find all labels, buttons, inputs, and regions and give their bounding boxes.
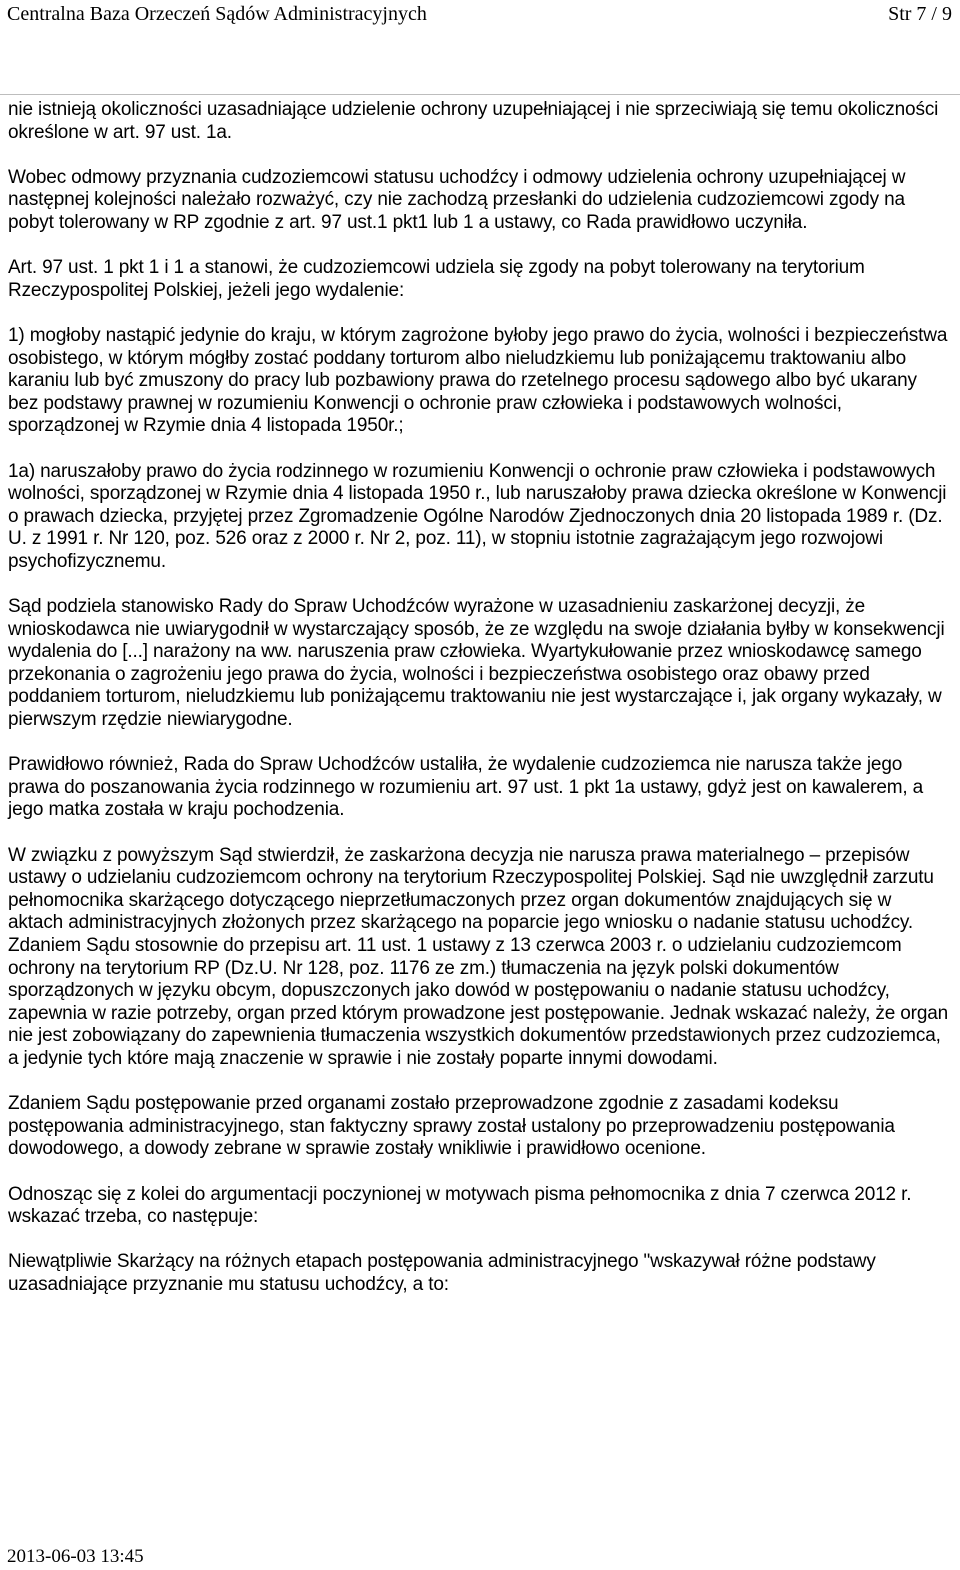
paragraph: Sąd podziela stanowisko Rady do Spraw Uchodźców wyrażone w uzasadnieniu zaskarżonej decyzji, że wnioskodawca nie uwiarygodnił w wystarczający sposób, że ze względu na swoje działania byłby w konsekwencji wydalenia do [...] narażony na ww. naruszenia praw człowieka. Wyartykułowanie przez wnioskodawcę samego przekonania o zagrożeniu jego prawa do życia, wolności i bezpieczeństwa osobistego oraz obawy przed poddaniem torturom, nieludzkiemu lub poniżającemu traktowaniu nie jest wystarczające i, jak organy wykazały, w pierwszym rzędzie niewiarygodne.	[8, 596, 945, 731]
print-timestamp: 2013-06-03 13:45	[7, 1546, 144, 1567]
paragraph: Wobec odmowy przyznania cudzoziemcowi statusu uchodźcy i odmowy udzielenia ochrony uzupełniającej w następnej kolejności należało rozważyć, czy nie zachodzą przesłanki do udzielenia cudzoziemcowi zgody na pobyt tolerowany w RP zgodnie z art. 97 ust.1 pkt1 lub 1 a ustawy, co Rada prawidłowo uczyniła.	[8, 166, 906, 233]
paragraph: 1a) naruszałoby prawo do życia rodzinnego w rozumieniu Konwencji o ochronie praw człowieka i podstawowych wolności, sporządzonej w Rzymie dnia 4 listopada 1950 r., lub naruszałoby prawa dziecka określone w Konwencji o prawach dziecka, przyjętej przez Zgromadzenie Ogólne Narodów Zjednoczonych dnia 20 listopada 1989 r. (Dz. U. z 1991 r. Nr 120, poz. 526 oraz z 2000 r. Nr 2, poz. 11), w stopniu istotnie zagrażającym jego rozwojowi psychofizycznemu.	[8, 460, 947, 572]
paragraph: Odnosząc się z kolei do argumentacji poczynionej w motywach pisma pełnomocnika z dnia 7 czerwca 2012 r. wskazać trzeba, co następuje:	[8, 1183, 912, 1228]
paragraph: Niewątpliwie Skarżący na różnych etapach postępowania administracyjnego "wskazywał różne podstawy uzasadniające przyznanie mu statusu uchodźcy, a to:	[8, 1251, 876, 1295]
header-divider	[0, 94, 960, 95]
paragraph: Art. 97 ust. 1 pkt 1 i 1 a stanowi, że cudzoziemcowi udziela się zgody na pobyt tolerowany na terytorium Rzeczypospolitej Polskiej, jeżeli jego wydalenie:	[8, 257, 865, 301]
page-header	[7, 0, 952, 36]
document-body	[8, 99, 950, 1319]
paragraph: nie istnieją okoliczności uzasadniające udzielenie ochrony uzupełniającej i nie sprzeciwiają się temu okoliczności określone w art. 97 ust. 1a.	[8, 99, 939, 143]
paragraph: W związku z powyższym Sąd stwierdził, że zaskarżona decyzja nie narusza prawa materialnego – przepisów ustawy o udzielaniu cudzoziemcom ochrony na terytorium Rzeczypospolitej Polskiej. Sąd nie uwzględnił zarzutu pełnomocnika skarżącego dotyczącego nieprzetłumaczonych przez organ dokumentów znajdujących się w aktach administracyjnych złożonych przez skarżącego na poparcie jego wniosku o nadanie statusu uchodźcy. Zdaniem Sądu stosownie do przepisu art. 11 ust. 1 ustawy z 13 czerwca 2003 r. o udzielaniu cudzoziemcom ochrony na terytorium RP (Dz.U. Nr 128, poz. 1176 ze zm.) tłumaczenia na język polski dokumentów sporządzonych w języku obcym, dopuszczonych jako dowód w postępowaniu o nadanie statusu uchodźcy, zapewnia w razie potrzeby, organ przed którym prowadzone jest postępowanie. Jednak wskazać należy, że organ nie jest zobowiązany do zapewnienia tłumaczenia wszystkich dokumentów przedstawionych przez cudzoziemca, a jedynie tych które mają znaczenie w sprawie i nie zostały poparte innymi dowodami.	[8, 844, 949, 1069]
page-number: Str 7 / 9	[888, 3, 952, 25]
paragraph: Zdaniem Sądu postępowanie przed organami zostało przeprowadzone zgodnie z zasadami kodeksu postępowania administracyjnego, stan faktyczny sprawy został ustalony po przeprowadzeniu postępowania dowodowego, a dowody zebrane w sprawie zostały wnikliwie i prawidłowo ocenione.	[8, 1093, 895, 1160]
paragraph: 1) mogłoby nastąpić jedynie do kraju, w którym zagrożone byłoby jego prawo do życia, wolności i bezpieczeństwa osobistego, w którym mógłby zostać poddany torturom albo nieludzkiemu lub poniżającemu traktowaniu albo karaniu lub być zmuszony do pracy lub pozbawiony prawa do rzetelnego procesu sądowego albo być ukarany bez podstawy prawnej w rozumieniu Konwencji o ochronie praw człowieka i podstawowych wolności, sporządzonej w Rzymie dnia 4 listopada 1950r.;	[8, 324, 948, 437]
paragraph: Prawidłowo również, Rada do Spraw Uchodźców ustaliła, że wydalenie cudzoziemca nie narusza także jego prawa do poszanowania życia rodzinnego w rozumieniu art. 97 ust. 1 pkt 1a ustawy, gdyż jest on kawalerem, a jego matka została w kraju pochodzenia.	[8, 754, 924, 821]
document-source-title: Centralna Baza Orzeczeń Sądów Administracyjnych	[7, 3, 427, 25]
